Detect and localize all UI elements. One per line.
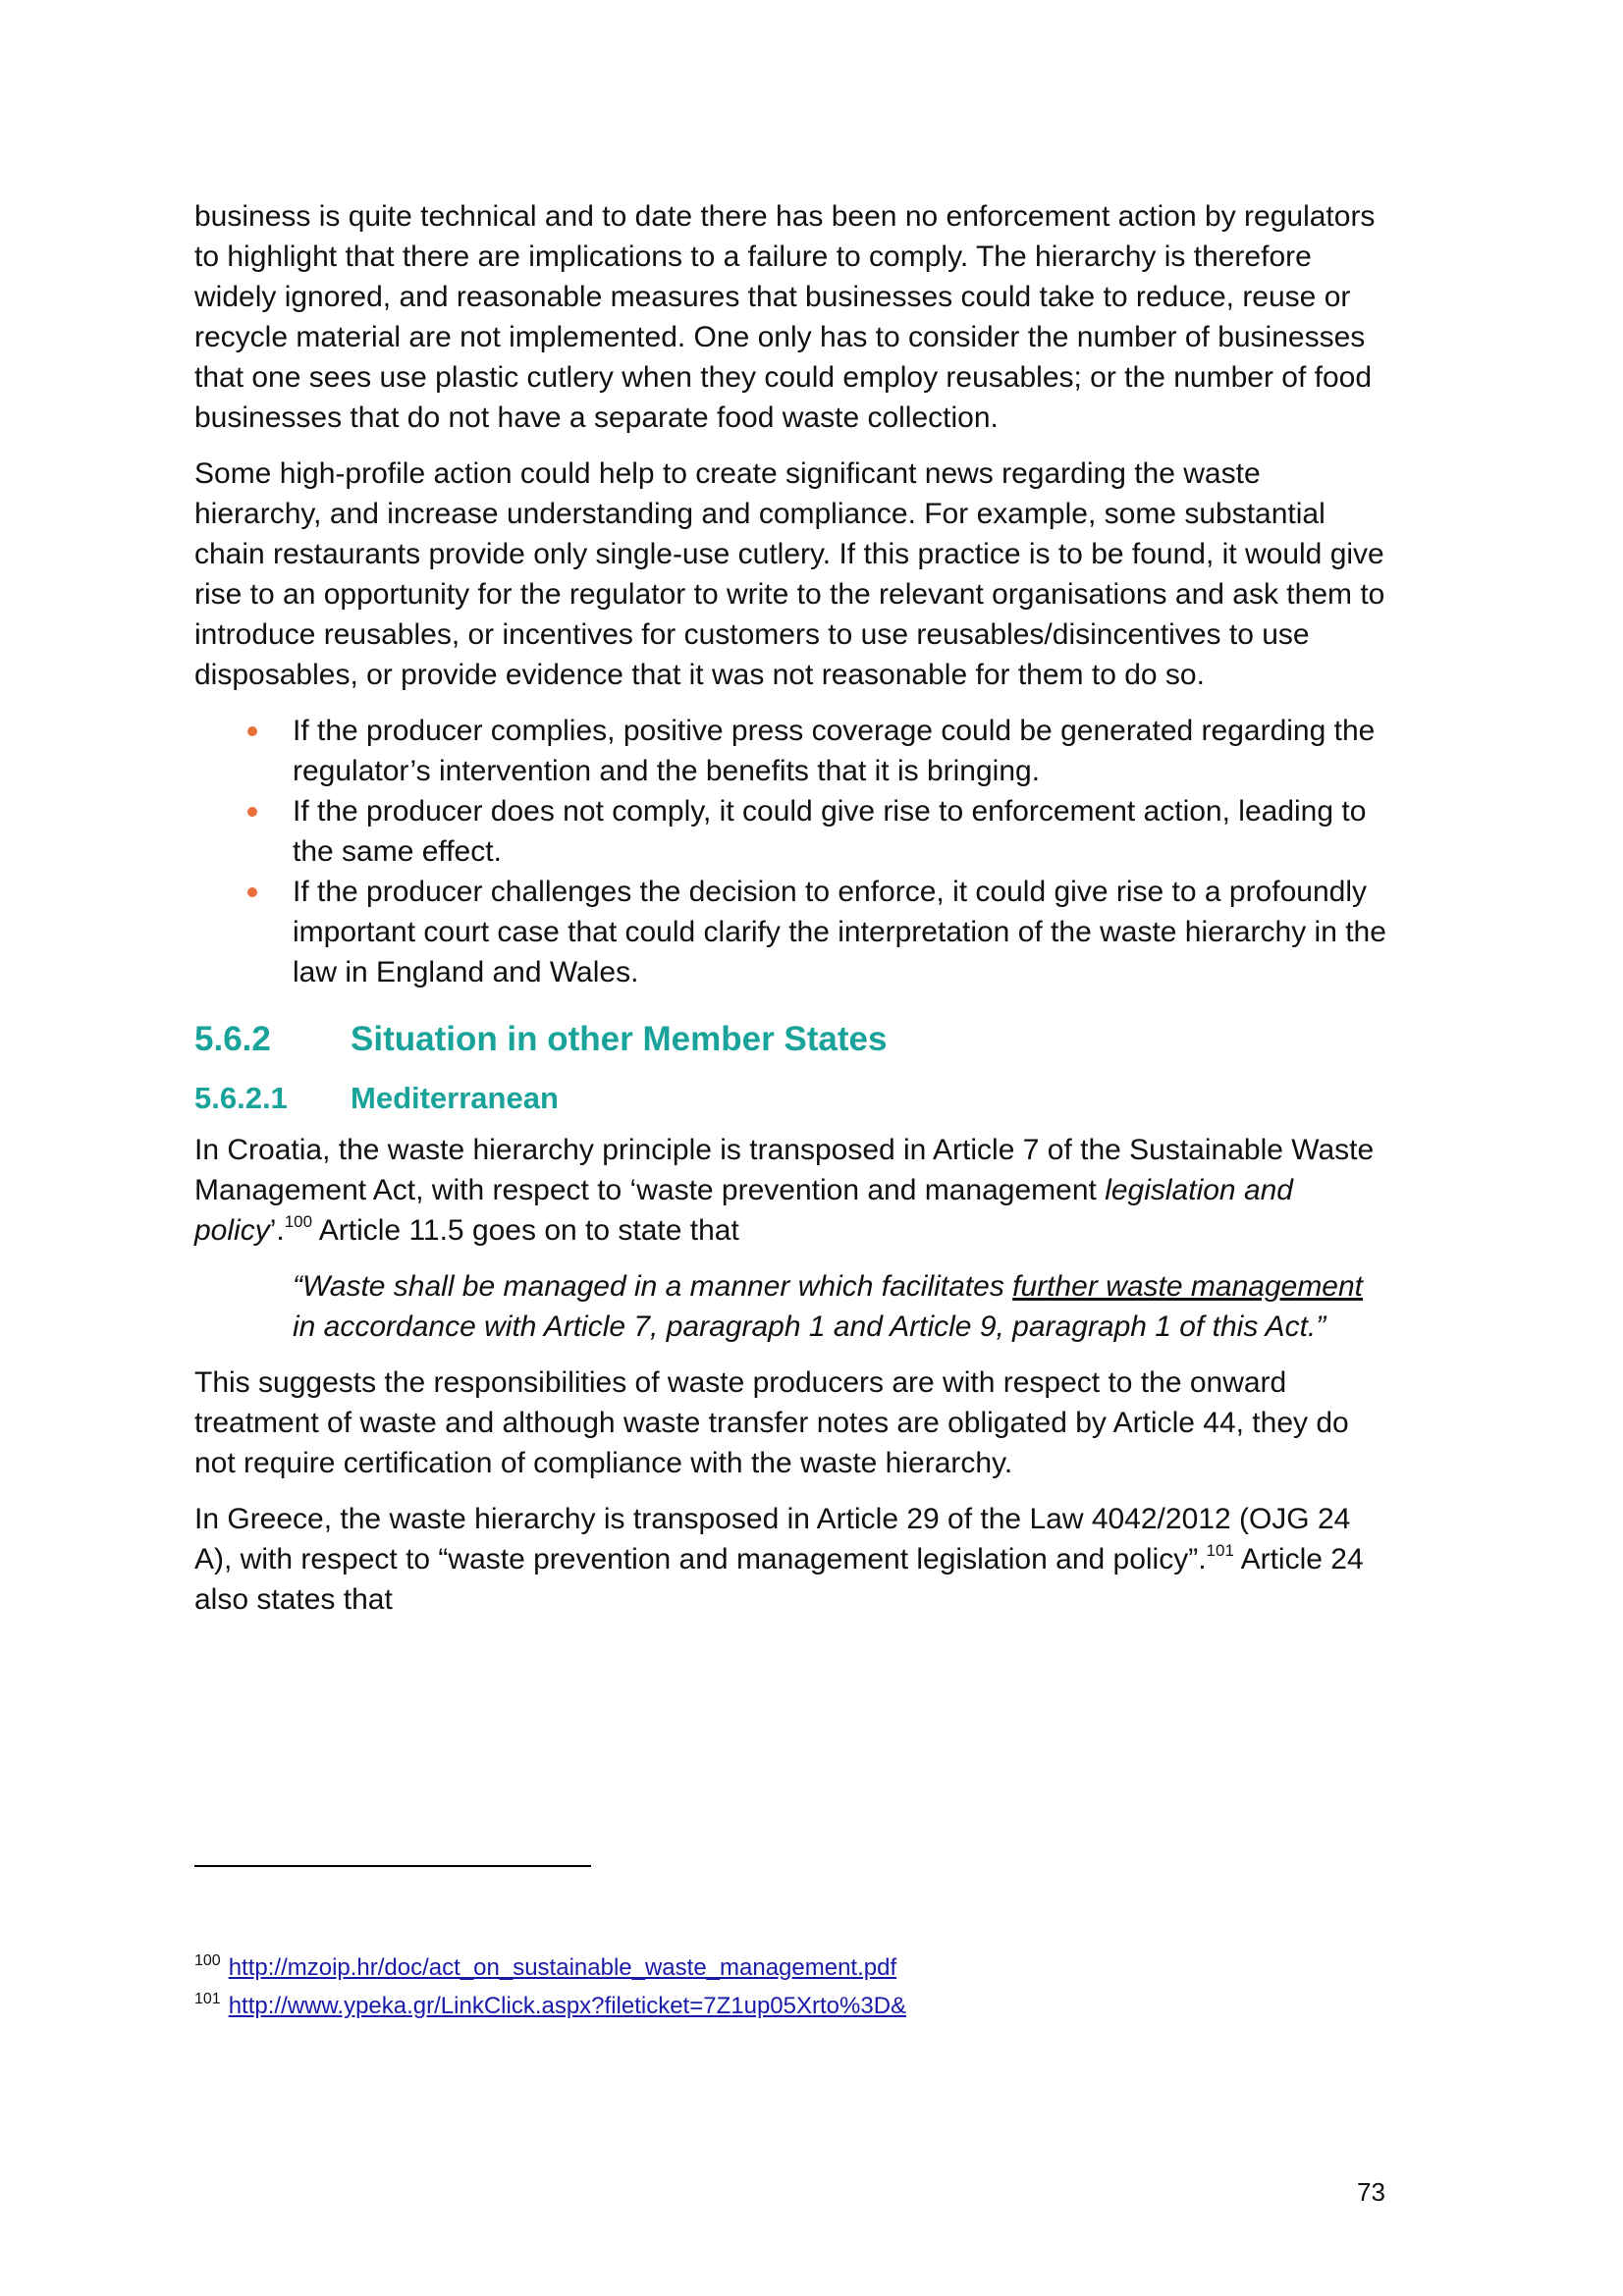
footnote-link[interactable]: http://www.ypeka.gr/LinkClick.aspx?fileticket=7Z1up05Xrto%3D& <box>228 1993 907 2019</box>
footnote-link[interactable]: http://mzoip.hr/doc/act_on_sustainable_waste_management.pdf <box>228 1954 897 1981</box>
footnote-100 <box>194 1946 1274 1984</box>
bullet-dot-icon <box>247 887 257 897</box>
croatia-text-b: ’. <box>269 1214 285 1247</box>
section-title: Situation in other Member States <box>351 1020 888 1058</box>
greece-text-a: In Greece, the waste hierarchy is transposed in Article 29 of the Law 4042/2012 (OJG 24 A), with respect to “waste prevention and management legislation and policy”. <box>194 1503 1351 1575</box>
quote-article-11-5 <box>293 1266 1392 1347</box>
list-item <box>194 711 1392 791</box>
croatia-text-a: In Croatia, the waste hierarchy principle is transposed in Article 7 of the Sustainable Waste Management Act, with respect to ‘waste prevention and management <box>194 1134 1375 1206</box>
paragraph-high-profile-action: Some high-profile action could help to create significant news regarding the waste hierarchy, and increase understanding and compliance. For example, some substantial chain restaurants provide only single-use cutlery. If this practice is to be found, it would give rise to an opportunity for the regulator to write to the relevant organisations and ask them to introduce reusables, or incentives for customers to use reusables/disincentives to use disposables, or provide evidence that it was not reasonable for them to do so. <box>194 457 1385 691</box>
footnotes <box>194 1946 1274 2022</box>
footnote-number: 101 <box>194 1991 221 2007</box>
section-heading <box>194 1018 1392 1061</box>
footnote-number: 100 <box>194 1952 221 1969</box>
paragraph-responsibilities: This suggests the responsibilities of waste producers are with respect to the onward treatment of waste and although waste transfer notes are obligated by Article 44, they do not require certification of compliance with the waste hierarchy. <box>194 1366 1349 1479</box>
greece-text-b: Article 24 also states that <box>194 1543 1364 1616</box>
subsection-number: 5.6.2.1 <box>194 1081 288 1115</box>
list-item <box>194 791 1392 872</box>
list-item <box>194 872 1392 992</box>
section-number: 5.6.2 <box>194 1020 271 1058</box>
bullet-dot-icon <box>247 807 257 817</box>
footnote-ref-100[interactable]: 100 <box>284 1212 313 1231</box>
subsection-title: Mediterranean <box>351 1081 559 1115</box>
croatia-text-italic: legislation and policy <box>194 1174 1293 1247</box>
footnote-101 <box>194 1984 1274 2022</box>
bullet-dot-icon <box>247 726 257 736</box>
paragraph-croatia <box>194 1130 1392 1251</box>
quote-underlined: further waste management <box>1012 1270 1364 1303</box>
quote-part-1: “Waste shall be managed in a manner which facilitates <box>293 1270 1013 1303</box>
footnote-ref-101[interactable]: 101 <box>1206 1541 1234 1560</box>
subsection-heading <box>194 1079 1392 1118</box>
page-content <box>194 196 1392 1635</box>
paragraph-greece <box>194 1499 1392 1620</box>
paragraph-enforcement: business is quite technical and to date there has been no enforcement action by regulators to highlight that there are implications to a failure to comply. The hierarchy is therefore widely ignored, and reasonable measures that businesses could take to reduce, reuse or recycle material are not implemented. One only has to consider the number of businesses that one sees use plastic cutlery when they could employ reusables; or the number of food businesses that do not have a separate food waste collection. <box>194 200 1376 434</box>
list-item-text: If the producer complies, positive press coverage could be generated regarding the regulator’s intervention and the benefits that it is bringing. <box>293 715 1376 787</box>
list-item-text: If the producer challenges the decision to enforce, it could give rise to a profoundly important court case that could clarify the interpretation of the waste hierarchy in the law in England and Wales. <box>293 876 1386 988</box>
page-number: 73 <box>1357 2177 1385 2207</box>
footnote-separator <box>194 1865 591 1867</box>
bullet-list <box>194 711 1392 992</box>
list-item-text: If the producer does not comply, it could give rise to enforcement action, leading to the same effect. <box>293 795 1367 868</box>
quote-part-2: in accordance with Article 7, paragraph 1 and Article 9, paragraph 1 of this Act.” <box>293 1310 1326 1343</box>
croatia-text-c: Article 11.5 goes on to state that <box>312 1214 739 1247</box>
